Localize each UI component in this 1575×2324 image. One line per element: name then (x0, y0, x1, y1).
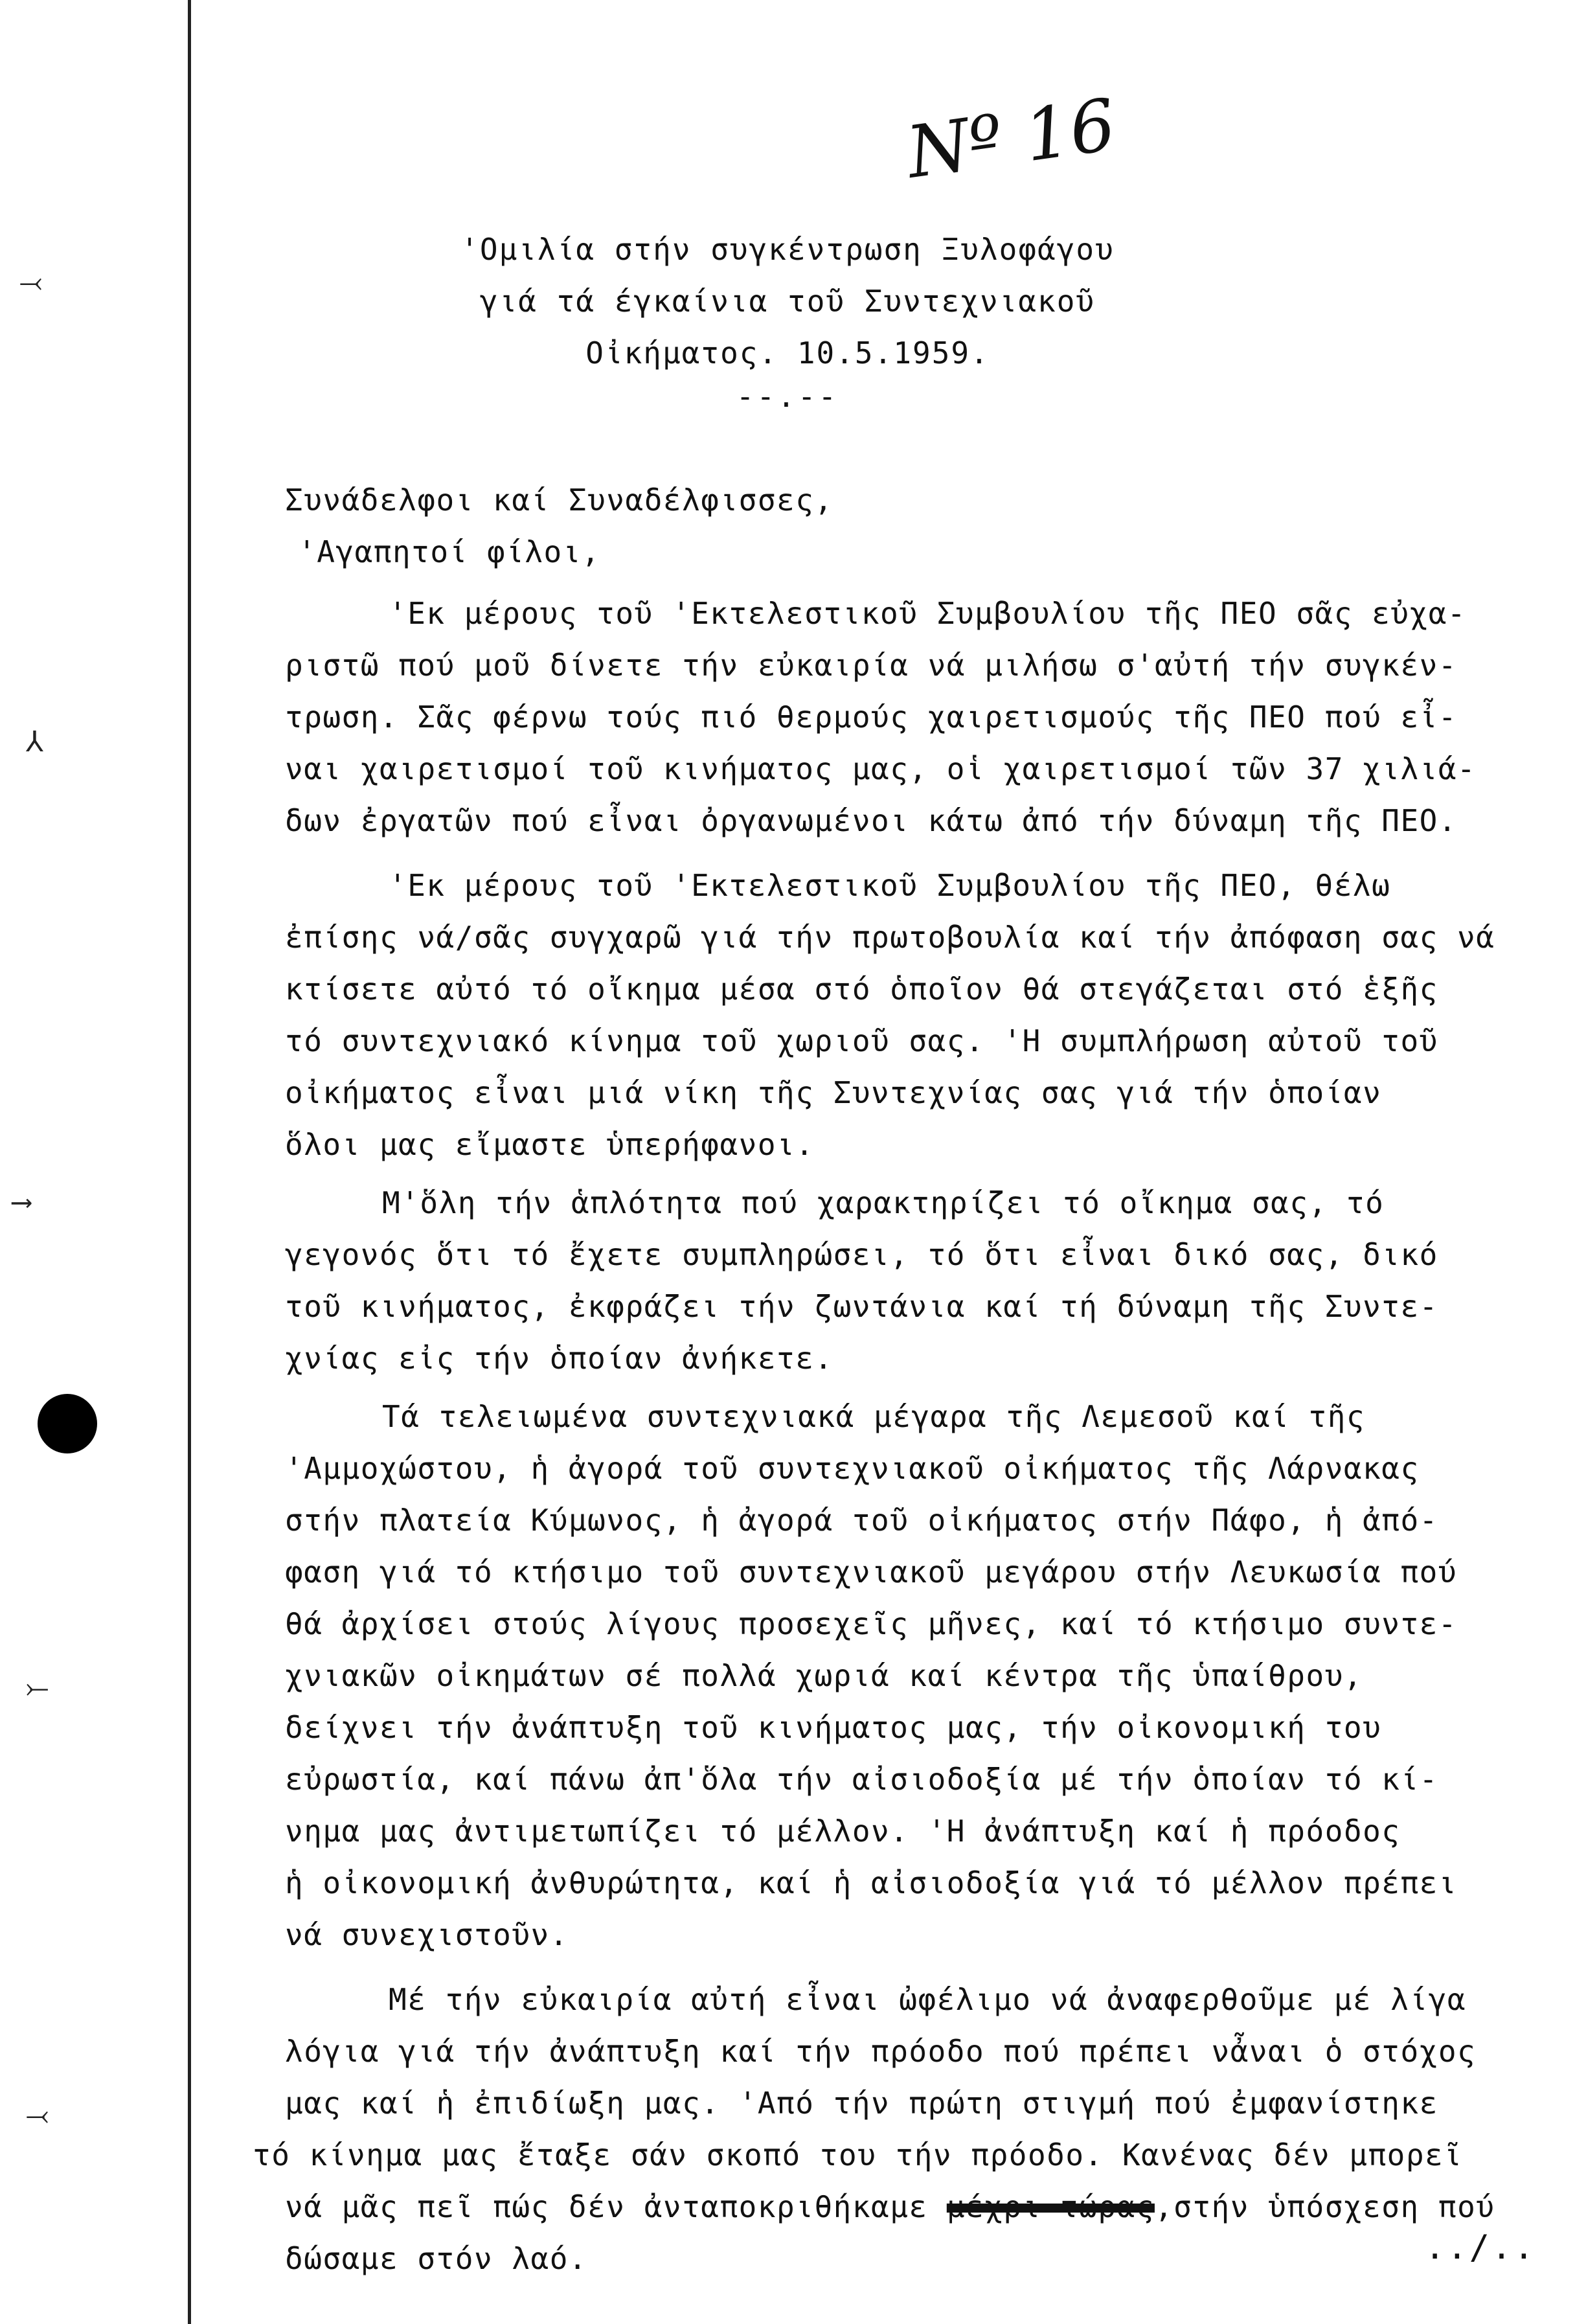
paragraph-1-line: ναι χαιρετισμοί τοῦ κινήματος μας, οἱ χαιρετισμοί τῶν 37 χιλιά- (285, 751, 1477, 786)
paragraph-4-line: χνιακῶν οἰκημάτων σέ πολλά χωριά καί κέντρα τῆς ὑπαίθρου, (285, 1658, 1363, 1693)
paragraph-2-line: ὅλοι μας εἴμαστε ὑπερήφανοι. (285, 1127, 815, 1162)
paragraph-1-line: δων ἐργατῶν πού εἶναι ὀργανωμένοι κάτω ἀπό τήν δύναμη τῆς ΠΕΟ. (285, 803, 1458, 838)
paragraph-2-line: οἰκήματος εἶναι μιά νίκη τῆς Συντεχνίας σας γιά τήν ὁποίαν (285, 1075, 1382, 1110)
margin-tick: ⤙ (26, 2099, 49, 2132)
paragraph-4-line: δείχνει τήν ἀνάπτυξη τοῦ κινήματος μας, τήν οἰκονομική του (285, 1710, 1382, 1745)
paragraph-5-line: τό κίνημα μας ἔταξε σάν σκοπό του τήν πρόοδο. Κανένας δέν μπορεῖ (253, 2137, 1463, 2172)
paragraph-2-line: κτίσετε αὐτό τό οἴκημα μέσα στό ὁποῖον θά στεγάζεται στό ἑξῆς (285, 972, 1438, 1007)
paragraph-5-tail: ,στήν ὑπόσχεση πού (1154, 2189, 1495, 2224)
paragraph-1-line: 'Εκ μέρους τοῦ 'Εκτελεστικοῦ Συμβουλίου τῆς ΠΕΟ σᾶς εὐχα- (389, 596, 1467, 631)
paragraph-2-line: τό συντεχνιακό κίνημα τοῦ χωριοῦ σας. 'Η συμπλήρωση αὐτοῦ τοῦ (285, 1023, 1438, 1058)
paragraph-4-line: στήν πλατεία Κύμωνος, ἡ ἀγορά τοῦ οἰκήματος στήν Πάφο, ἡ ἀπό- (285, 1503, 1438, 1538)
margin-tick: ⟶ (13, 1185, 30, 1218)
paragraph-1-line: ριστῶ πού μοῦ δίνετε τήν εὐκαιρία νά μιλήσω σ'αὐτή τήν συγκέν- (285, 648, 1458, 683)
paragraph-5-line: μας καί ἡ ἐπιδίωξη μας. 'Από τήν πρώτη στιγμή πού ἐμφανίστηκε (285, 2086, 1438, 2121)
document-number: Nº 16 (901, 83, 1121, 194)
paragraph-4-line: θά ἀρχίσει στούς λίγους προσεχεῖς μῆνες, καί τό κτήσιμο συντε- (285, 1606, 1458, 1641)
paragraph-4-line: φαση γιά τό κτήσιμο τοῦ συντεχνιακοῦ μεγάρου στήν Λευκωσία πού (285, 1555, 1458, 1589)
paragraph-5-line-last (285, 2189, 1495, 2224)
paragraph-2-line: 'Εκ μέρους τοῦ 'Εκτελεστικοῦ Συμβουλίου τῆς ΠΕΟ, θέλω (389, 868, 1391, 903)
margin-tick: ⅄ (26, 725, 43, 758)
margin-tick: ⤚ (26, 1671, 49, 1704)
title-line-2: γιά τά έγκαίνια τοῦ Συντεχνιακοῦ (479, 284, 1096, 319)
paragraph-5-final-line: δώσαμε στόν λαό. (285, 2241, 588, 2276)
struck-out-word: μέχρι τώρας (946, 2189, 1155, 2224)
continuation-mark: ../.. (1425, 2228, 1536, 2267)
salutation-line-2: 'Αγαπητοί φίλοι, (298, 534, 601, 569)
paragraph-3-line: χνίας εἰς τήν ὁποίαν ἀνήκετε. (285, 1341, 833, 1376)
paragraph-5-line: λόγια γιά τήν ἀνάπτυξη καί τήν πρόοδο πού πρέπει νἆναι ὁ στόχος (285, 2034, 1477, 2069)
paragraph-5-line: Μέ τήν εὐκαιρία αὐτή εἶναι ὠφέλιμο νά ἀναφερθοῦμε μέ λίγα (389, 1982, 1467, 2017)
paragraph-3-line: τοῦ κινήματος, ἐκφράζει τήν ζωντάνια καί τή δύναμη τῆς Συντε- (285, 1289, 1438, 1324)
title-line-1: 'Ομιλία στήν συγκέντρωση Ξυλοφάγου (460, 232, 1115, 267)
paragraph-4-line: νημα μας ἀντιμετωπίζει τό μέλλον. 'Η ἀνάπτυξη καί ἡ πρόοδος (285, 1814, 1401, 1849)
punch-hole-mark (38, 1394, 97, 1453)
paragraph-4-line: νά συνεχιστοῦν. (285, 1917, 569, 1952)
paragraph-4-line: ἡ οἰκονομική ἀνθυρώτητα, καί ἡ αἰσιοδοξία γιά τό μέλλον πρέπει (285, 1865, 1458, 1900)
paragraph-4-line: εὐρωστία, καί πάνω ἀπ'ὅλα τήν αἰσιοδοξία μέ τήν ὁποίαν τό κί- (285, 1762, 1438, 1797)
title-separator: --.-- (736, 379, 839, 414)
paragraph-3-line: γεγονός ὅτι τό ἔχετε συμπληρώσει, τό ὅτι εἶναι δικό σας, δικό (285, 1237, 1438, 1272)
paragraph-1-line: τρωση. Σᾶς φέρνω τούς πιό θερμούς χαιρετισμούς τῆς ΠΕΟ πού εἶ- (285, 700, 1458, 735)
paragraph-4-line: Τά τελειωμένα συντεχνιακά μέγαρα τῆς Λεμεσοῦ καί τῆς (382, 1399, 1366, 1434)
salutation-line-1: Συνάδελφοι καί Συναδέλφισσες, (285, 483, 833, 518)
paragraph-5-text: νά μᾶς πεῖ πώς δέν ἀνταποκριθήκαμε (285, 2189, 928, 2224)
title-line-3: Οἰκήματος. 10.5.1959. (585, 336, 990, 370)
paragraph-3-line: Μ'ὅλη τήν ἁπλότητα πού χαρακτηρίζει τό οἴκημα σας, τό (382, 1185, 1385, 1220)
paragraph-2-line: ἐπίσης νά/σᾶς συγχαρῶ γιά τήν πρωτοβουλία καί τήν ἀπόφαση σας νά (285, 920, 1495, 955)
margin-tick: ⤙ (19, 266, 43, 299)
paragraph-4-line: 'Αμμοχώστου, ἡ ἀγορά τοῦ συντεχνιακοῦ οἰκήματος τῆς Λάρνακας (285, 1451, 1420, 1486)
